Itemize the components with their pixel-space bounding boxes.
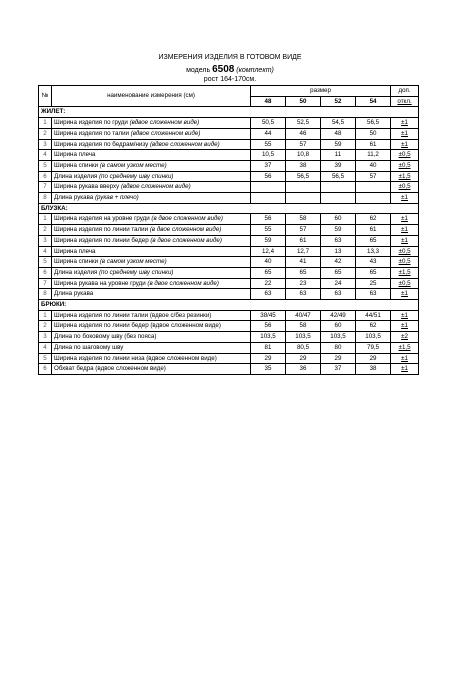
- measurement-label: Ширина изделия по линии бедер (вдвое сложенном виде): [54, 322, 221, 330]
- section-title: ЖИЛЕТ:: [39, 107, 419, 118]
- size-value: [321, 182, 356, 193]
- measurement-name: [52, 278, 251, 289]
- table-row: [39, 171, 419, 182]
- row-number: 5: [39, 353, 52, 364]
- measurement-name: [52, 289, 251, 300]
- size-value: 41: [286, 257, 321, 268]
- table-row: [39, 128, 419, 139]
- size-value: 65: [356, 235, 391, 246]
- size-value: 44/51: [356, 310, 391, 321]
- row-number: 3: [39, 332, 52, 343]
- measurement-name: [52, 310, 251, 321]
- size-value: 50: [356, 128, 391, 139]
- tolerance-value: ±1: [391, 235, 419, 246]
- size-value: 63: [356, 289, 391, 300]
- size-header: 50: [286, 96, 321, 107]
- measurement-label: Длина рукава: [54, 194, 94, 202]
- measurement-name: [52, 257, 251, 268]
- row-number: 7: [39, 182, 52, 193]
- table-row: [39, 150, 419, 161]
- size-value: 103,5: [286, 332, 321, 343]
- size-value: 59: [321, 225, 356, 236]
- measurement-label: Длина рукава: [54, 290, 94, 298]
- size-value: [356, 182, 391, 193]
- tolerance-value: ±1: [391, 353, 419, 364]
- measurement-label: Ширина изделия по линии бедер: [54, 236, 149, 244]
- size-value: 48: [321, 128, 356, 139]
- measurement-name: [52, 160, 251, 171]
- measurement-note: (в двое сложенном виде): [147, 279, 219, 287]
- table-row: [39, 139, 419, 150]
- size-value: 22: [251, 278, 286, 289]
- measurement-label: Ширина изделия на уровне груди: [54, 215, 150, 223]
- table-row: [39, 278, 419, 289]
- measurement-name: [52, 353, 251, 364]
- row-number: 7: [39, 278, 52, 289]
- measurement-name: [52, 246, 251, 257]
- size-value: 63: [286, 289, 321, 300]
- size-value: 12,7: [286, 246, 321, 257]
- section-row: [39, 300, 419, 311]
- col-num-header: №: [39, 86, 52, 107]
- size-value: 56,5: [356, 118, 391, 129]
- measurement-label: Ширина изделия по бедрам/низу: [54, 140, 149, 148]
- measurement-label: Ширина рукава на уровне груди: [54, 279, 146, 287]
- row-number: 2: [39, 321, 52, 332]
- size-value: 103,5: [251, 332, 286, 343]
- table-row: [39, 267, 419, 278]
- measurement-name: [52, 364, 251, 375]
- tolerance-value: ±1,5: [391, 342, 419, 353]
- size-value: 80,5: [286, 342, 321, 353]
- size-value: 80: [321, 342, 356, 353]
- row-number: 2: [39, 225, 52, 236]
- table-row: [39, 257, 419, 268]
- measurement-name: [52, 150, 251, 161]
- measurement-name: [52, 171, 251, 182]
- size-value: 62: [356, 214, 391, 225]
- size-value: 56: [251, 214, 286, 225]
- size-value: 13,3: [356, 246, 391, 257]
- row-number: 1: [39, 310, 52, 321]
- table-row: [39, 310, 419, 321]
- size-value: 57: [356, 171, 391, 182]
- row-number: 8: [39, 289, 52, 300]
- measurement-note: (вдвое сложенном виде): [130, 129, 201, 137]
- size-value: 29: [321, 353, 356, 364]
- size-value: [251, 182, 286, 193]
- size-value: [286, 182, 321, 193]
- size-value: 38: [286, 160, 321, 171]
- tolerance-value: ±1: [391, 139, 419, 150]
- tolerance-value: ±0,5: [391, 257, 419, 268]
- col-tol-header-bottom: откл.: [391, 96, 419, 107]
- table-row: [39, 289, 419, 300]
- section-row: [39, 203, 419, 214]
- table-row: [39, 225, 419, 236]
- row-number: 6: [39, 364, 52, 375]
- table-row: [39, 342, 419, 353]
- size-value: 81: [251, 342, 286, 353]
- size-value: 29: [356, 353, 391, 364]
- size-value: 40/47: [286, 310, 321, 321]
- row-number: 4: [39, 342, 52, 353]
- measurement-label: Ширина спинки: [54, 258, 99, 266]
- tolerance-value: ±0,5: [391, 150, 419, 161]
- size-value: 44: [251, 128, 286, 139]
- height-note: рост 164-170см.: [203, 76, 257, 83]
- size-value: 63: [251, 289, 286, 300]
- size-value: 59: [321, 139, 356, 150]
- size-value: 12,4: [251, 246, 286, 257]
- size-value: 40: [251, 257, 286, 268]
- size-value: 65: [251, 267, 286, 278]
- table-row: [39, 193, 419, 204]
- measurement-note: (вдвое сложенном виде): [129, 119, 200, 127]
- measurement-note: (вдвое сложенном виде): [149, 140, 220, 148]
- measurement-label: Ширина изделия по линии талии (вдвое с/без резинки): [54, 311, 212, 319]
- measurement-label: Ширина изделия по талии: [54, 129, 129, 137]
- tolerance-value: ±1: [391, 193, 419, 204]
- model-prefix: модель: [186, 67, 211, 74]
- size-value: 29: [251, 353, 286, 364]
- tolerance-value: ±1: [391, 364, 419, 375]
- measurement-label: Обхват бедра (вдвое сложенном виде): [54, 365, 166, 373]
- tolerance-value: ±0,5: [391, 182, 419, 193]
- size-header: 54: [356, 96, 391, 107]
- table-row: [39, 364, 419, 375]
- table-row: [39, 246, 419, 257]
- size-value: [356, 193, 391, 204]
- measurement-label: Ширина изделия по груди: [54, 119, 128, 127]
- row-number: 8: [39, 193, 52, 204]
- tolerance-value: ±2: [391, 332, 419, 343]
- size-value: 25: [356, 278, 391, 289]
- measurement-note: (в самом узком месте): [99, 258, 167, 266]
- measurement-name: [52, 118, 251, 129]
- measurement-name: [52, 139, 251, 150]
- tolerance-value: ±0,5: [391, 246, 419, 257]
- size-value: 65: [356, 267, 391, 278]
- measurement-label: Ширина плеча: [54, 247, 96, 255]
- row-number: 3: [39, 235, 52, 246]
- table-row: [39, 235, 419, 246]
- measurement-name: [52, 321, 251, 332]
- size-value: 55: [251, 139, 286, 150]
- size-value: 37: [251, 160, 286, 171]
- measurement-note: (в двое сложенном виде): [149, 226, 222, 234]
- measurement-name: [52, 182, 251, 193]
- section-title: БРЮКИ:: [39, 300, 419, 311]
- size-value: 56,5: [286, 171, 321, 182]
- size-value: 29: [286, 353, 321, 364]
- size-value: 58: [286, 321, 321, 332]
- size-value: 103,5: [356, 332, 391, 343]
- size-value: 54,5: [321, 118, 356, 129]
- measurement-name: [52, 225, 251, 236]
- size-value: 43: [356, 257, 391, 268]
- tolerance-value: ±1,5: [391, 267, 419, 278]
- tolerance-value: ±1: [391, 289, 419, 300]
- size-value: 38/45: [251, 310, 286, 321]
- size-value: 42: [321, 257, 356, 268]
- header-row-1: [39, 86, 419, 97]
- size-value: 11,2: [356, 150, 391, 161]
- size-value: 23: [286, 278, 321, 289]
- size-value: 57: [286, 139, 321, 150]
- table-row: [39, 182, 419, 193]
- size-value: 62: [356, 321, 391, 332]
- measurement-name: [52, 332, 251, 343]
- measurement-note: (по среднему шву спинки): [99, 172, 174, 180]
- size-value: 63: [321, 289, 356, 300]
- row-number: 6: [39, 267, 52, 278]
- measurement-label: Ширина спинки: [54, 161, 99, 169]
- size-value: 60: [321, 214, 356, 225]
- size-value: [321, 193, 356, 204]
- size-value: 10,5: [251, 150, 286, 161]
- size-value: 52,5: [286, 118, 321, 129]
- row-number: 3: [39, 139, 52, 150]
- size-value: 63: [321, 235, 356, 246]
- table-row: [39, 321, 419, 332]
- table-row: [39, 160, 419, 171]
- section-title: БЛУЗКА:: [39, 203, 419, 214]
- model-suffix: (комплект): [236, 67, 274, 74]
- size-value: 42/49: [321, 310, 356, 321]
- model-number: 6508: [212, 64, 235, 75]
- table-row: [39, 214, 419, 225]
- measurement-note: (вдвое сложенном виде): [120, 183, 191, 191]
- measurement-name: [52, 128, 251, 139]
- size-value: 57: [286, 225, 321, 236]
- col-size-header: размер: [251, 86, 391, 97]
- col-name-header: наименование измерения (см): [52, 86, 251, 107]
- size-value: 56,5: [321, 171, 356, 182]
- measurement-name: [52, 214, 251, 225]
- tolerance-value: ±0,5: [391, 278, 419, 289]
- row-number: 4: [39, 150, 52, 161]
- tolerance-value: ±1,5: [391, 171, 419, 182]
- size-value: 61: [356, 139, 391, 150]
- table-row: [39, 353, 419, 364]
- model-line: [0, 64, 460, 75]
- size-value: 24: [321, 278, 356, 289]
- size-value: 65: [321, 267, 356, 278]
- size-value: 35: [251, 364, 286, 375]
- tolerance-value: ±1: [391, 118, 419, 129]
- size-value: 55: [251, 225, 286, 236]
- size-header: 48: [251, 96, 286, 107]
- measurement-name: [52, 193, 251, 204]
- measurement-label: Длина по шаговому шву: [54, 343, 124, 351]
- table-row: [39, 118, 419, 129]
- row-number: 2: [39, 128, 52, 139]
- page-title: ИЗМЕРЕНИЯ ИЗДЕЛИЯ В ГОТОВОМ ВИДЕ: [158, 54, 302, 61]
- size-value: 37: [321, 364, 356, 375]
- row-number: 1: [39, 118, 52, 129]
- measurement-name: [52, 235, 251, 246]
- measurement-label: Длина изделия: [54, 268, 98, 276]
- size-value: 36: [286, 364, 321, 375]
- measurement-label: Длина изделия: [54, 172, 98, 180]
- measurement-label: Ширина плеча: [54, 151, 96, 159]
- size-value: [286, 193, 321, 204]
- measurement-note: (в самом узком месте): [99, 161, 167, 169]
- measurements-table: [38, 85, 419, 375]
- size-value: 38: [356, 364, 391, 375]
- measurement-label: Ширина изделия по линии талии: [54, 226, 149, 234]
- size-header: 52: [321, 96, 356, 107]
- row-number: 5: [39, 257, 52, 268]
- size-value: 56: [251, 171, 286, 182]
- tolerance-value: ±1: [391, 310, 419, 321]
- measurement-note: (рукав + плечо): [94, 194, 139, 202]
- tolerance-value: ±1: [391, 225, 419, 236]
- size-value: 46: [286, 128, 321, 139]
- table-row: [39, 332, 419, 343]
- tolerance-value: ±1: [391, 321, 419, 332]
- size-value: 65: [286, 267, 321, 278]
- measurement-note: (в двое сложенном виде): [151, 215, 223, 223]
- size-value: 59: [251, 235, 286, 246]
- section-row: [39, 107, 419, 118]
- size-value: 13: [321, 246, 356, 257]
- size-value: 50,5: [251, 118, 286, 129]
- measurement-name: [52, 267, 251, 278]
- row-number: 4: [39, 246, 52, 257]
- size-value: 61: [356, 225, 391, 236]
- size-value: 10,8: [286, 150, 321, 161]
- row-number: 6: [39, 171, 52, 182]
- size-value: 40: [356, 160, 391, 171]
- size-value: [251, 193, 286, 204]
- tolerance-value: ±1: [391, 128, 419, 139]
- measurement-label: Длина по боковому шву (без пояса): [54, 333, 157, 341]
- size-value: 79,5: [356, 342, 391, 353]
- measurement-label: Ширина изделия по линии низа (вдвое сложенном виде): [54, 354, 217, 362]
- measurement-name: [52, 342, 251, 353]
- tolerance-value: ±0,5: [391, 160, 419, 171]
- size-value: 39: [321, 160, 356, 171]
- tolerance-value: ±1: [391, 214, 419, 225]
- col-tol-header-top: доп.: [391, 86, 419, 97]
- measurement-note: (по среднему шву спинки): [99, 268, 174, 276]
- row-number: 5: [39, 160, 52, 171]
- size-value: 103,5: [321, 332, 356, 343]
- size-value: 58: [286, 214, 321, 225]
- size-value: 56: [251, 321, 286, 332]
- size-value: 61: [286, 235, 321, 246]
- measurement-note: (в двое сложенном виде): [150, 236, 222, 244]
- row-number: 1: [39, 214, 52, 225]
- size-value: 60: [321, 321, 356, 332]
- size-value: 11: [321, 150, 356, 161]
- measurement-label: Ширина рукава вверху: [54, 183, 120, 191]
